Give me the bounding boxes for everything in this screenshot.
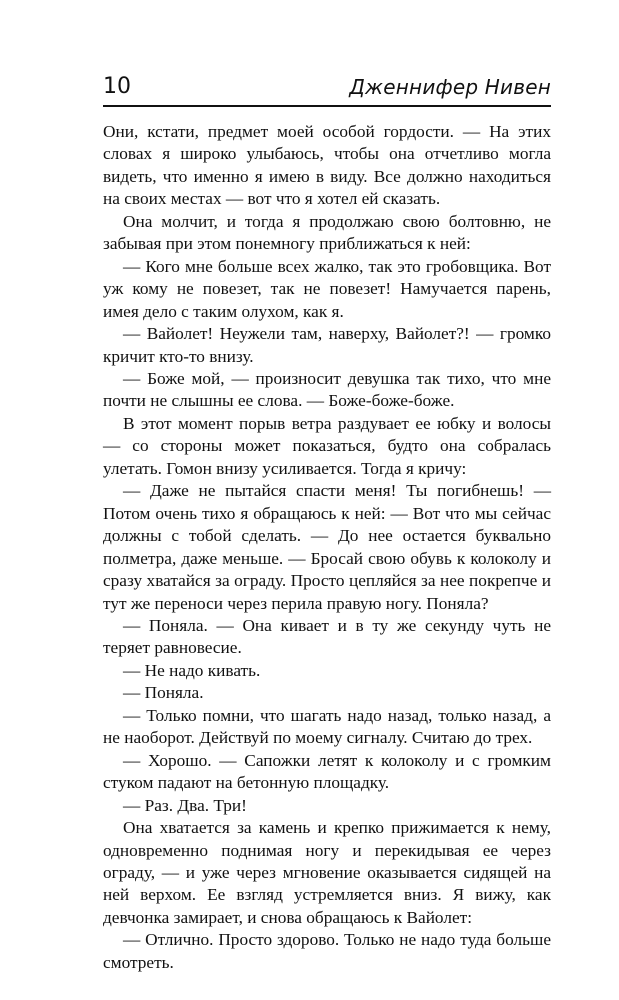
paragraph: — Боже мой, — произносит девушка так тихо, что мне почти не слышны ее слова. — Боже-боже-боже.: [103, 368, 551, 411]
body-text: [103, 121, 551, 974]
page-header: [103, 74, 551, 108]
paragraph: — Отлично. Просто здорово. Только не надо туда больше смотреть.: [103, 930, 551, 972]
paragraph: В этот момент порыв ветра раздувает ее юбку и волосы — со стороны может показаться, будто она собралась улетать. Гомон внизу усиливается. Тогда я кричу:: [103, 413, 551, 478]
page-number: 10: [103, 74, 131, 99]
paragraph: — Раз. Два. Три!: [123, 795, 247, 815]
paragraph: — Не надо кивать.: [123, 660, 261, 680]
paragraph: — Поняла. — Она кивает и в ту же секунду чуть не теряет равновесие.: [103, 615, 551, 658]
paragraph: — Только помни, что шагать надо назад, только назад, а не наоборот. Действуй по моему сигналу. Считаю до трех.: [103, 705, 551, 748]
header-rule: [103, 105, 551, 107]
paragraph: Она молчит, и тогда я продолжаю свою болтовню, не забывая при этом понемногу приближаться к ней:: [103, 211, 551, 254]
paragraph: — Даже не пытайся спасти меня! Ты погибнешь! — Потом очень тихо я обращаюсь к ней: — Вот что мы сейчас должны с тобой сделать. — До нее остается буквально полметра, даже меньше. — Бросай свою обувь к колоколу и сразу хватайся за ограду. Просто цепляйся за нее покрепче и тут же переноси через перила правую ногу. Поняла?: [103, 481, 551, 613]
paragraph: — Кого мне больше всех жалко, так это гробовщика. Вот уж кому не повезет, так не повезет! Намучается парень, имея дело с таким олухом, как я.: [103, 256, 551, 321]
paragraph: Она хватается за камень и крепко прижимается к нему, одновременно поднимая ногу и перекидывая ее через ограду, — и уже через мгновение оказывается сидящей на ней верхом. Ее взгляд устремляется вниз. Я вижу, как девчонка замирает, и снова обращаюсь к Вайолет:: [103, 818, 551, 927]
running-head-author: Дженнифер Нивен: [349, 75, 551, 99]
paragraph: — Поняла.: [123, 683, 204, 703]
paragraph: — Вайолет! Неужели там, наверху, Вайолет?! — громко кричит кто-то внизу.: [103, 324, 551, 366]
paragraph: — Хорошо. — Сапожки летят к колоколу и с громким стуком падают на бетонную площадку.: [103, 750, 551, 793]
paragraph: Они, кстати, предмет моей особой гордости. — На этих словах я широко улыбаюсь, чтобы она отчетливо могла видеть, что именно я имею в виду. Все должно находиться на своих местах — вот что я хотел ей сказать.: [103, 122, 551, 209]
